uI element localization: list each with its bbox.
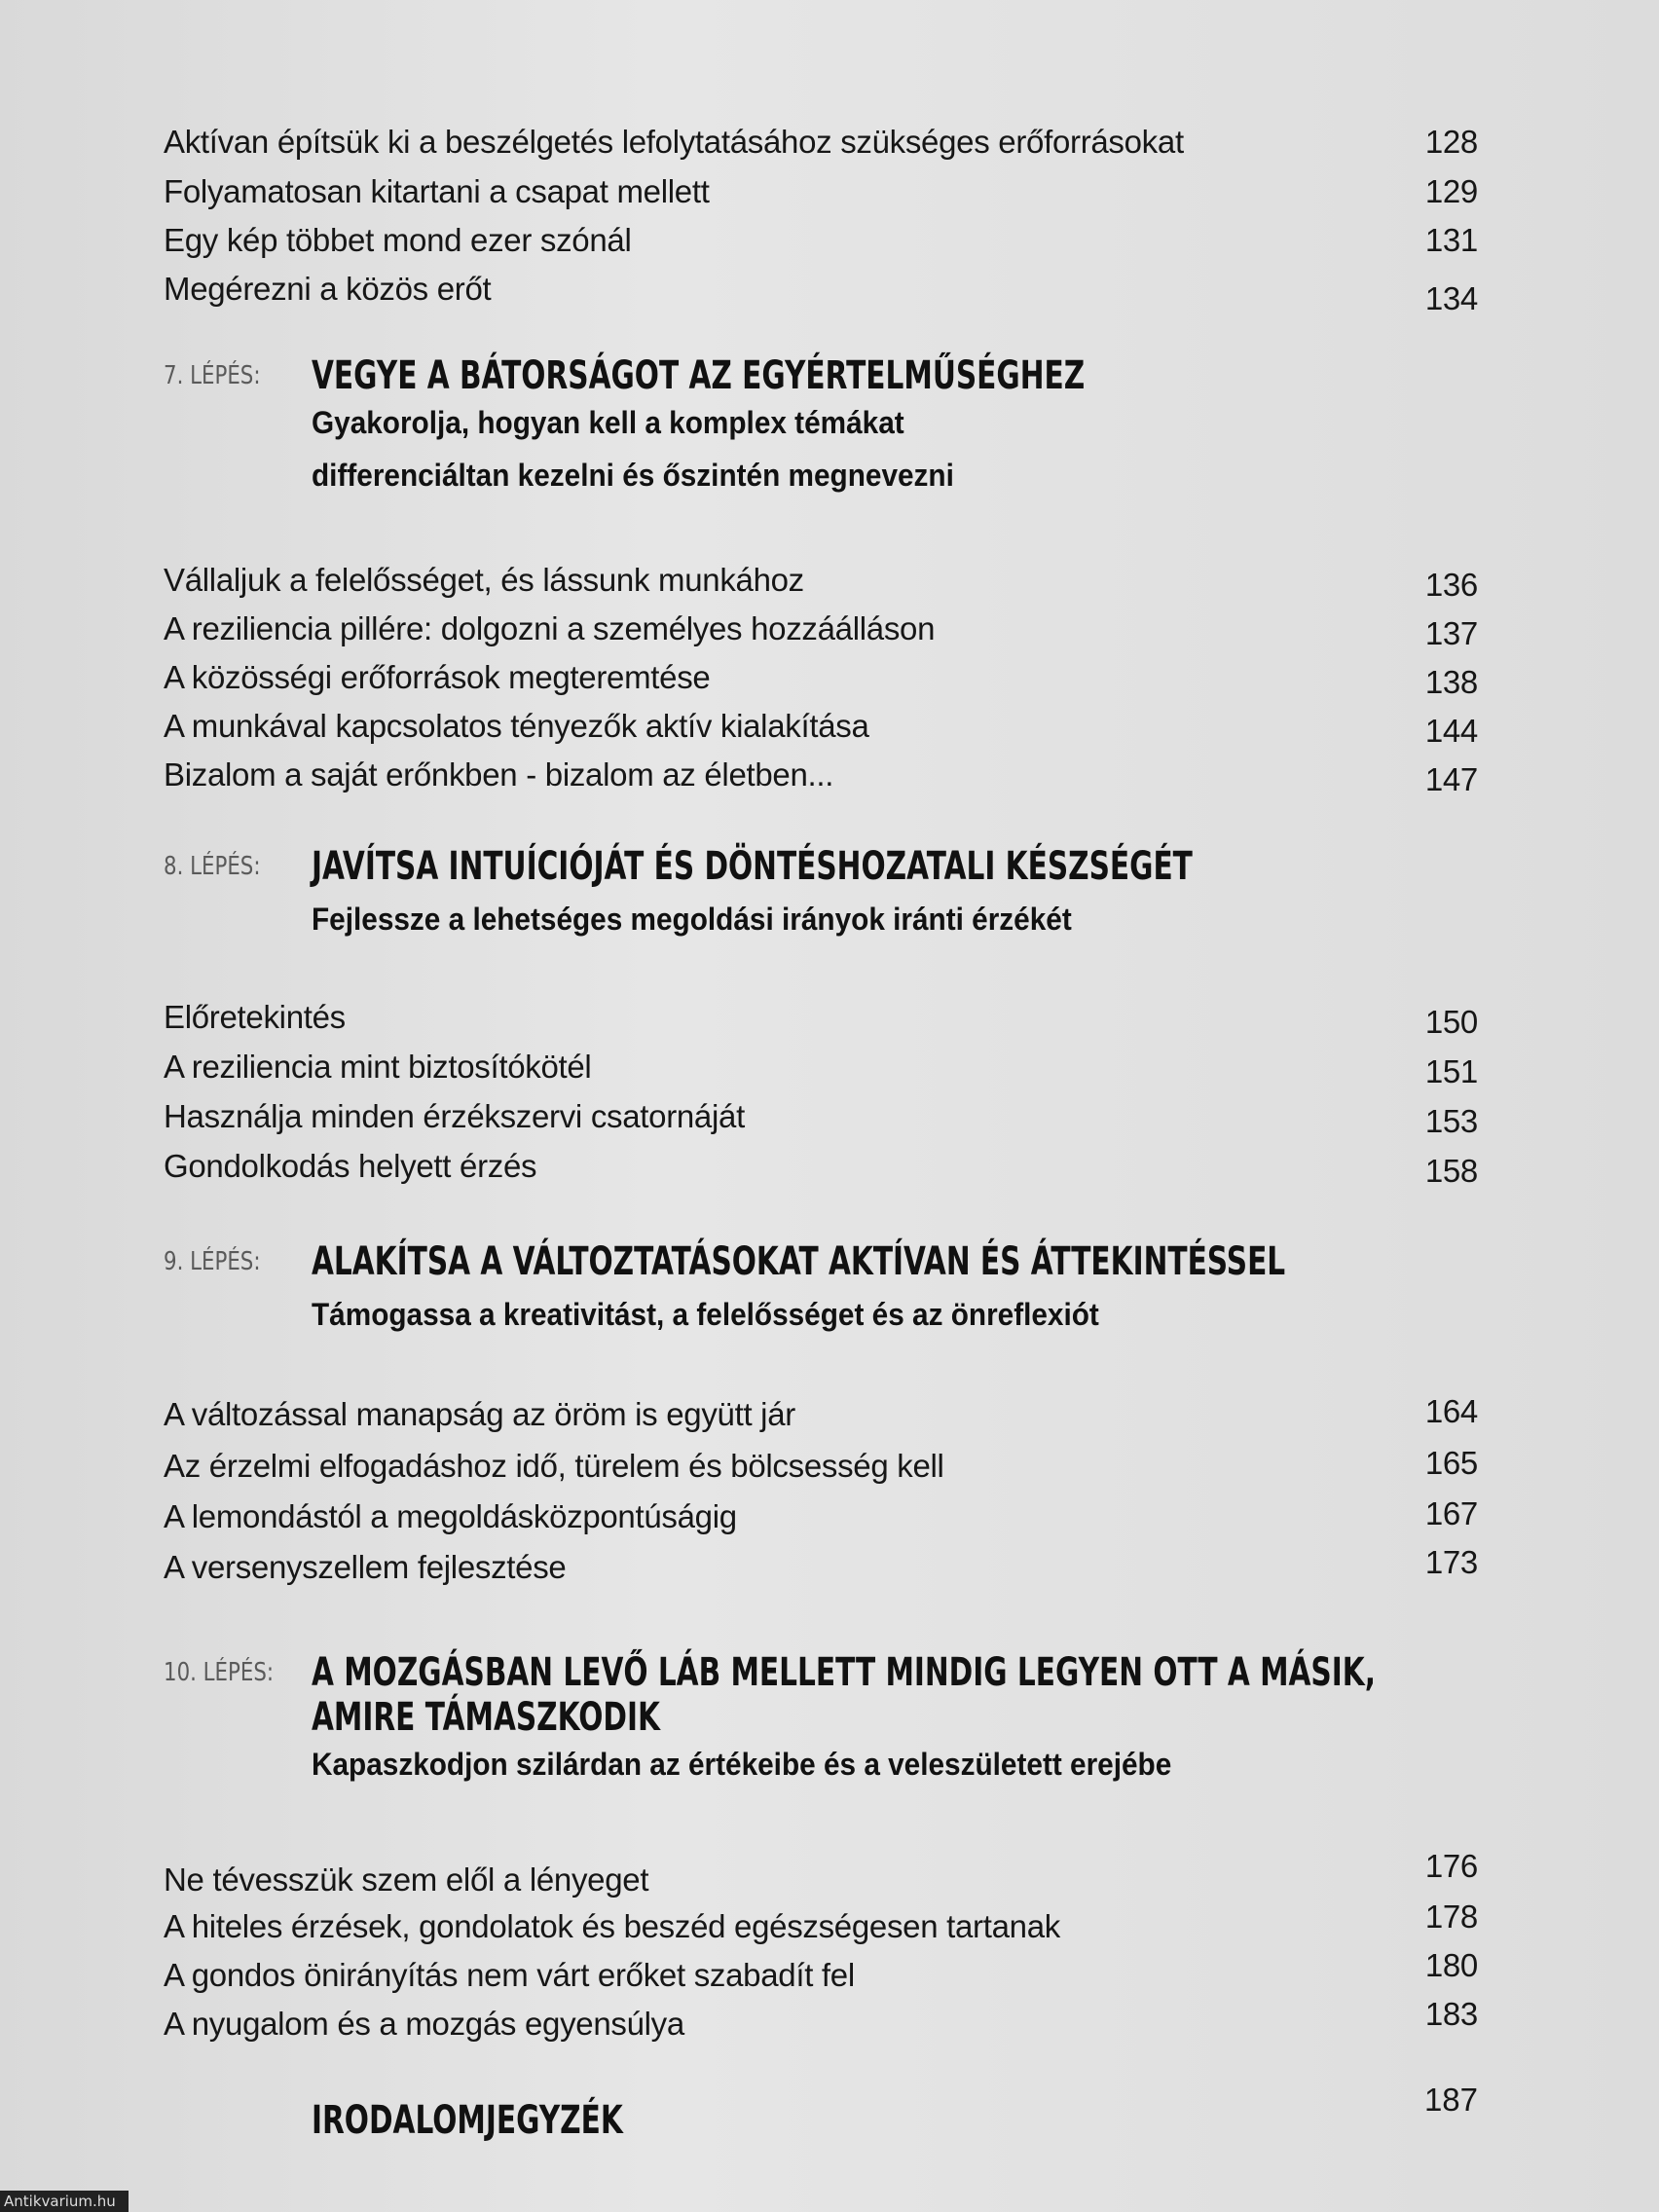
bibliography-page: 187 <box>1423 2082 1478 2118</box>
toc-entry-page: 150 <box>1424 1004 1478 1040</box>
toc-entry-page: 129 <box>1424 173 1478 209</box>
toc-entry <box>164 1442 1478 1491</box>
toc-entry <box>164 751 1478 799</box>
toc-entry-title: Az érzelmi elfogadáshoz idő, türelem és bölcsesség kell <box>164 1448 944 1484</box>
toc-entry-page: 183 <box>1424 1996 1478 2032</box>
step-heading: ALAKÍTSA A VÁLTOZTATÁSOKAT AKTÍVAN ÉS ÁTTEKINTÉSSEL <box>312 1239 1286 1284</box>
toc-entry-page: 136 <box>1424 567 1478 603</box>
toc-entry-title: A munkával kapcsolatos tényezők aktív kialakítása <box>164 708 869 744</box>
step-heading: AMIRE TÁMASZKODIK <box>312 1695 660 1740</box>
step-subtitle: Kapaszkodjon szilárdan az értékeibe és a veleszületett erejébe <box>312 1747 1172 1782</box>
toc-entry <box>164 167 1478 216</box>
step-subtitle: Fejlessze a lehetséges megoldási irányok iránti érzékét <box>312 902 1072 937</box>
toc-entry <box>164 1092 1478 1141</box>
toc-entry <box>164 1899 1478 1951</box>
toc-entry-page: 131 <box>1424 222 1478 258</box>
step-label: 8. LÉPÉS: <box>164 852 261 881</box>
toc-entry-title: A változással manapság az öröm is együtt jár <box>164 1396 795 1432</box>
toc-entry <box>164 1543 1478 1592</box>
toc-entry-title: A hiteles érzések, gondolatok és beszéd egészségesen tartanak <box>164 1908 1060 1944</box>
toc-entry <box>164 702 1478 751</box>
step-label: 9. LÉPÉS: <box>164 1247 261 1276</box>
toc-entry-title: Gondolkodás helyett érzés <box>164 1148 537 1184</box>
bibliography-heading: IRODALOMJEGYZÉK <box>312 2098 623 2143</box>
toc-entry <box>164 1142 1478 1191</box>
toc-entry-page: 138 <box>1424 664 1478 700</box>
toc-entry-title: A gondos önirányítás nem várt erőket szabadít fel <box>164 1957 855 1993</box>
toc-entry-title: Folyamatosan kitartani a csapat mellett <box>164 173 710 209</box>
toc-entry-page: 180 <box>1424 1947 1478 1983</box>
toc-entry-title: Vállaljuk a felelősséget, és lássunk munkához <box>164 562 804 598</box>
toc-entry-title: A nyugalom és a mozgás egyensúlya <box>164 2006 684 2042</box>
toc-entry <box>164 1043 1478 1091</box>
toc-entry-title: A versenyszellem fejlesztése <box>164 1549 567 1585</box>
toc-entry <box>164 1947 1478 2000</box>
toc-entry-title: Egy kép többet mond ezer szónál <box>164 222 632 258</box>
toc-entry-page: 137 <box>1424 615 1478 651</box>
toc-entry-page: 153 <box>1424 1103 1478 1139</box>
toc-entry-title: Megérezni a közös erőt <box>164 271 492 307</box>
watermark-label: Antikvarium.hu <box>0 2191 129 2212</box>
toc-entry <box>164 118 1478 166</box>
step-subtitle: Gyakorolja, hogyan kell a komplex témákat <box>312 405 904 440</box>
toc-entry <box>164 993 1478 1042</box>
toc-entry-page: 151 <box>1424 1053 1478 1089</box>
toc-entry <box>164 265 1478 316</box>
toc-entry-title: A lemondástól a megoldásközpontúságig <box>164 1498 737 1534</box>
toc-entry <box>164 1850 1478 1899</box>
toc-entry-page: 147 <box>1424 761 1478 797</box>
toc-entry-page: 128 <box>1424 124 1478 160</box>
toc-entry-title: Bizalom a saját erőnkben - bizalom az életben... <box>164 756 834 793</box>
toc-entry-page: 176 <box>1424 1848 1478 1884</box>
toc-entry <box>164 1996 1478 2048</box>
toc-entry <box>164 1493 1478 1541</box>
toc-entry-title: A reziliencia mint biztosítókötél <box>164 1049 592 1085</box>
step-label: 7. LÉPÉS: <box>164 361 261 390</box>
toc-entry <box>164 605 1478 653</box>
toc-entry <box>164 653 1478 702</box>
step-label: 10. LÉPÉS: <box>164 1658 275 1687</box>
toc-entry-page: 158 <box>1424 1153 1478 1189</box>
toc-entry-page: 164 <box>1424 1393 1478 1429</box>
step-heading: JAVÍTSA INTUÍCIÓJÁT ÉS DÖNTÉSHOZATALI KÉSZSÉGÉT <box>312 844 1193 889</box>
toc-entry-title: A reziliencia pillére: dolgozni a személyes hozzáálláson <box>164 610 936 646</box>
toc-entry <box>164 1390 1478 1439</box>
toc-entry-page: 144 <box>1424 713 1478 749</box>
step-heading: A MOZGÁSBAN LEVŐ LÁB MELLETT MINDIG LEGYEN OTT A MÁSIK, <box>312 1650 1376 1695</box>
toc-entry-title: Aktívan építsük ki a beszélgetés lefolytatásához szükséges erőforrásokat <box>164 124 1184 160</box>
toc-entry-page: 173 <box>1424 1544 1478 1580</box>
step-heading: VEGYE A BÁTORSÁGOT AZ EGYÉRTELMŰSÉGHEZ <box>312 353 1086 398</box>
toc-entry-page: 167 <box>1424 1495 1478 1531</box>
toc-entry-title: Használja minden érzékszervi csatornáját <box>164 1098 745 1134</box>
toc-entry-page: 165 <box>1424 1445 1478 1481</box>
toc-entry-page: 178 <box>1424 1899 1478 1935</box>
toc-entry-title: Ne tévesszük szem elől a lényeget <box>164 1862 649 1898</box>
toc-entry-title: A közösségi erőforrások megteremtése <box>164 659 711 695</box>
toc-entry-page: 134 <box>1424 280 1478 316</box>
step-subtitle: differenciáltan kezelni és őszintén megnevezni <box>312 458 954 493</box>
toc-entry <box>164 216 1478 265</box>
step-subtitle: Támogassa a kreativitást, a felelősséget és az önreflexiót <box>312 1297 1099 1332</box>
toc-entry-title: Előretekintés <box>164 999 346 1035</box>
toc-entry <box>164 556 1478 605</box>
